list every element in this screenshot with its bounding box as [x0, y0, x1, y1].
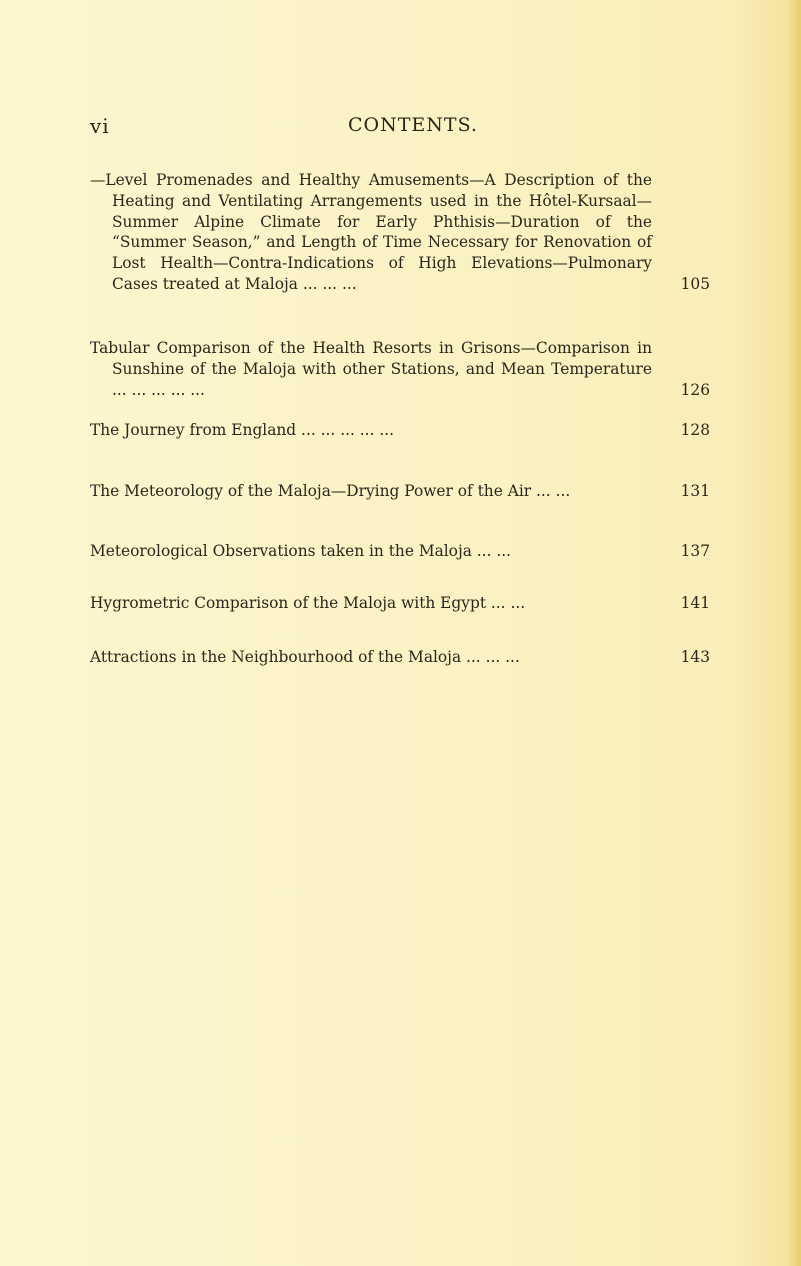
toc-entry-page: 143: [680, 648, 710, 666]
toc-entry-title: —Level Promenades and Healthy Amusements—A Description of the Heating and Ventilating Arrangements used in the Hôtel-Kursaal—Summer Alpine Climate for Early Phthisis—Duration of the “Summer Season,” and Length of Time Necessary for Renovation of Lost Health—Contra-Indications of High Elevations—Pulmonary Cases treated at Maloja ... ... ...: [90, 171, 652, 293]
toc-entry-page: 131: [680, 482, 710, 500]
toc-entry-title: Meteorological Observations taken in the Maloja ... ...: [90, 542, 512, 560]
toc-entry-page: 128: [680, 421, 710, 439]
toc-entry-page: 105: [680, 275, 710, 293]
toc-entry-title: The Journey from England ... ... ... ... ...: [90, 421, 395, 439]
toc-entry-title: Hygrometric Comparison of the Maloja with Egypt ... ...: [90, 594, 526, 612]
toc-entry-title: Attractions in the Neighbourhood of the Maloja ... ... ...: [90, 648, 520, 666]
toc-entry-title: The Meteorology of the Maloja—Drying Power of the Air ... ...: [90, 482, 571, 500]
toc-entry-page: 141: [680, 594, 710, 612]
page-number: vi: [90, 114, 110, 138]
page-title: CONTENTS.: [348, 114, 478, 136]
toc-entry-page: 137: [680, 542, 710, 560]
toc-entry-page: 126: [680, 381, 710, 399]
toc-entry-title: Tabular Comparison of the Health Resorts in Grisons—Comparison in Sunshine of the Maloja with other Stations, and Mean Temperature ... ... ... ... ...: [90, 339, 652, 399]
running-header: [90, 114, 710, 144]
page-edge-shading: [787, 0, 801, 1266]
